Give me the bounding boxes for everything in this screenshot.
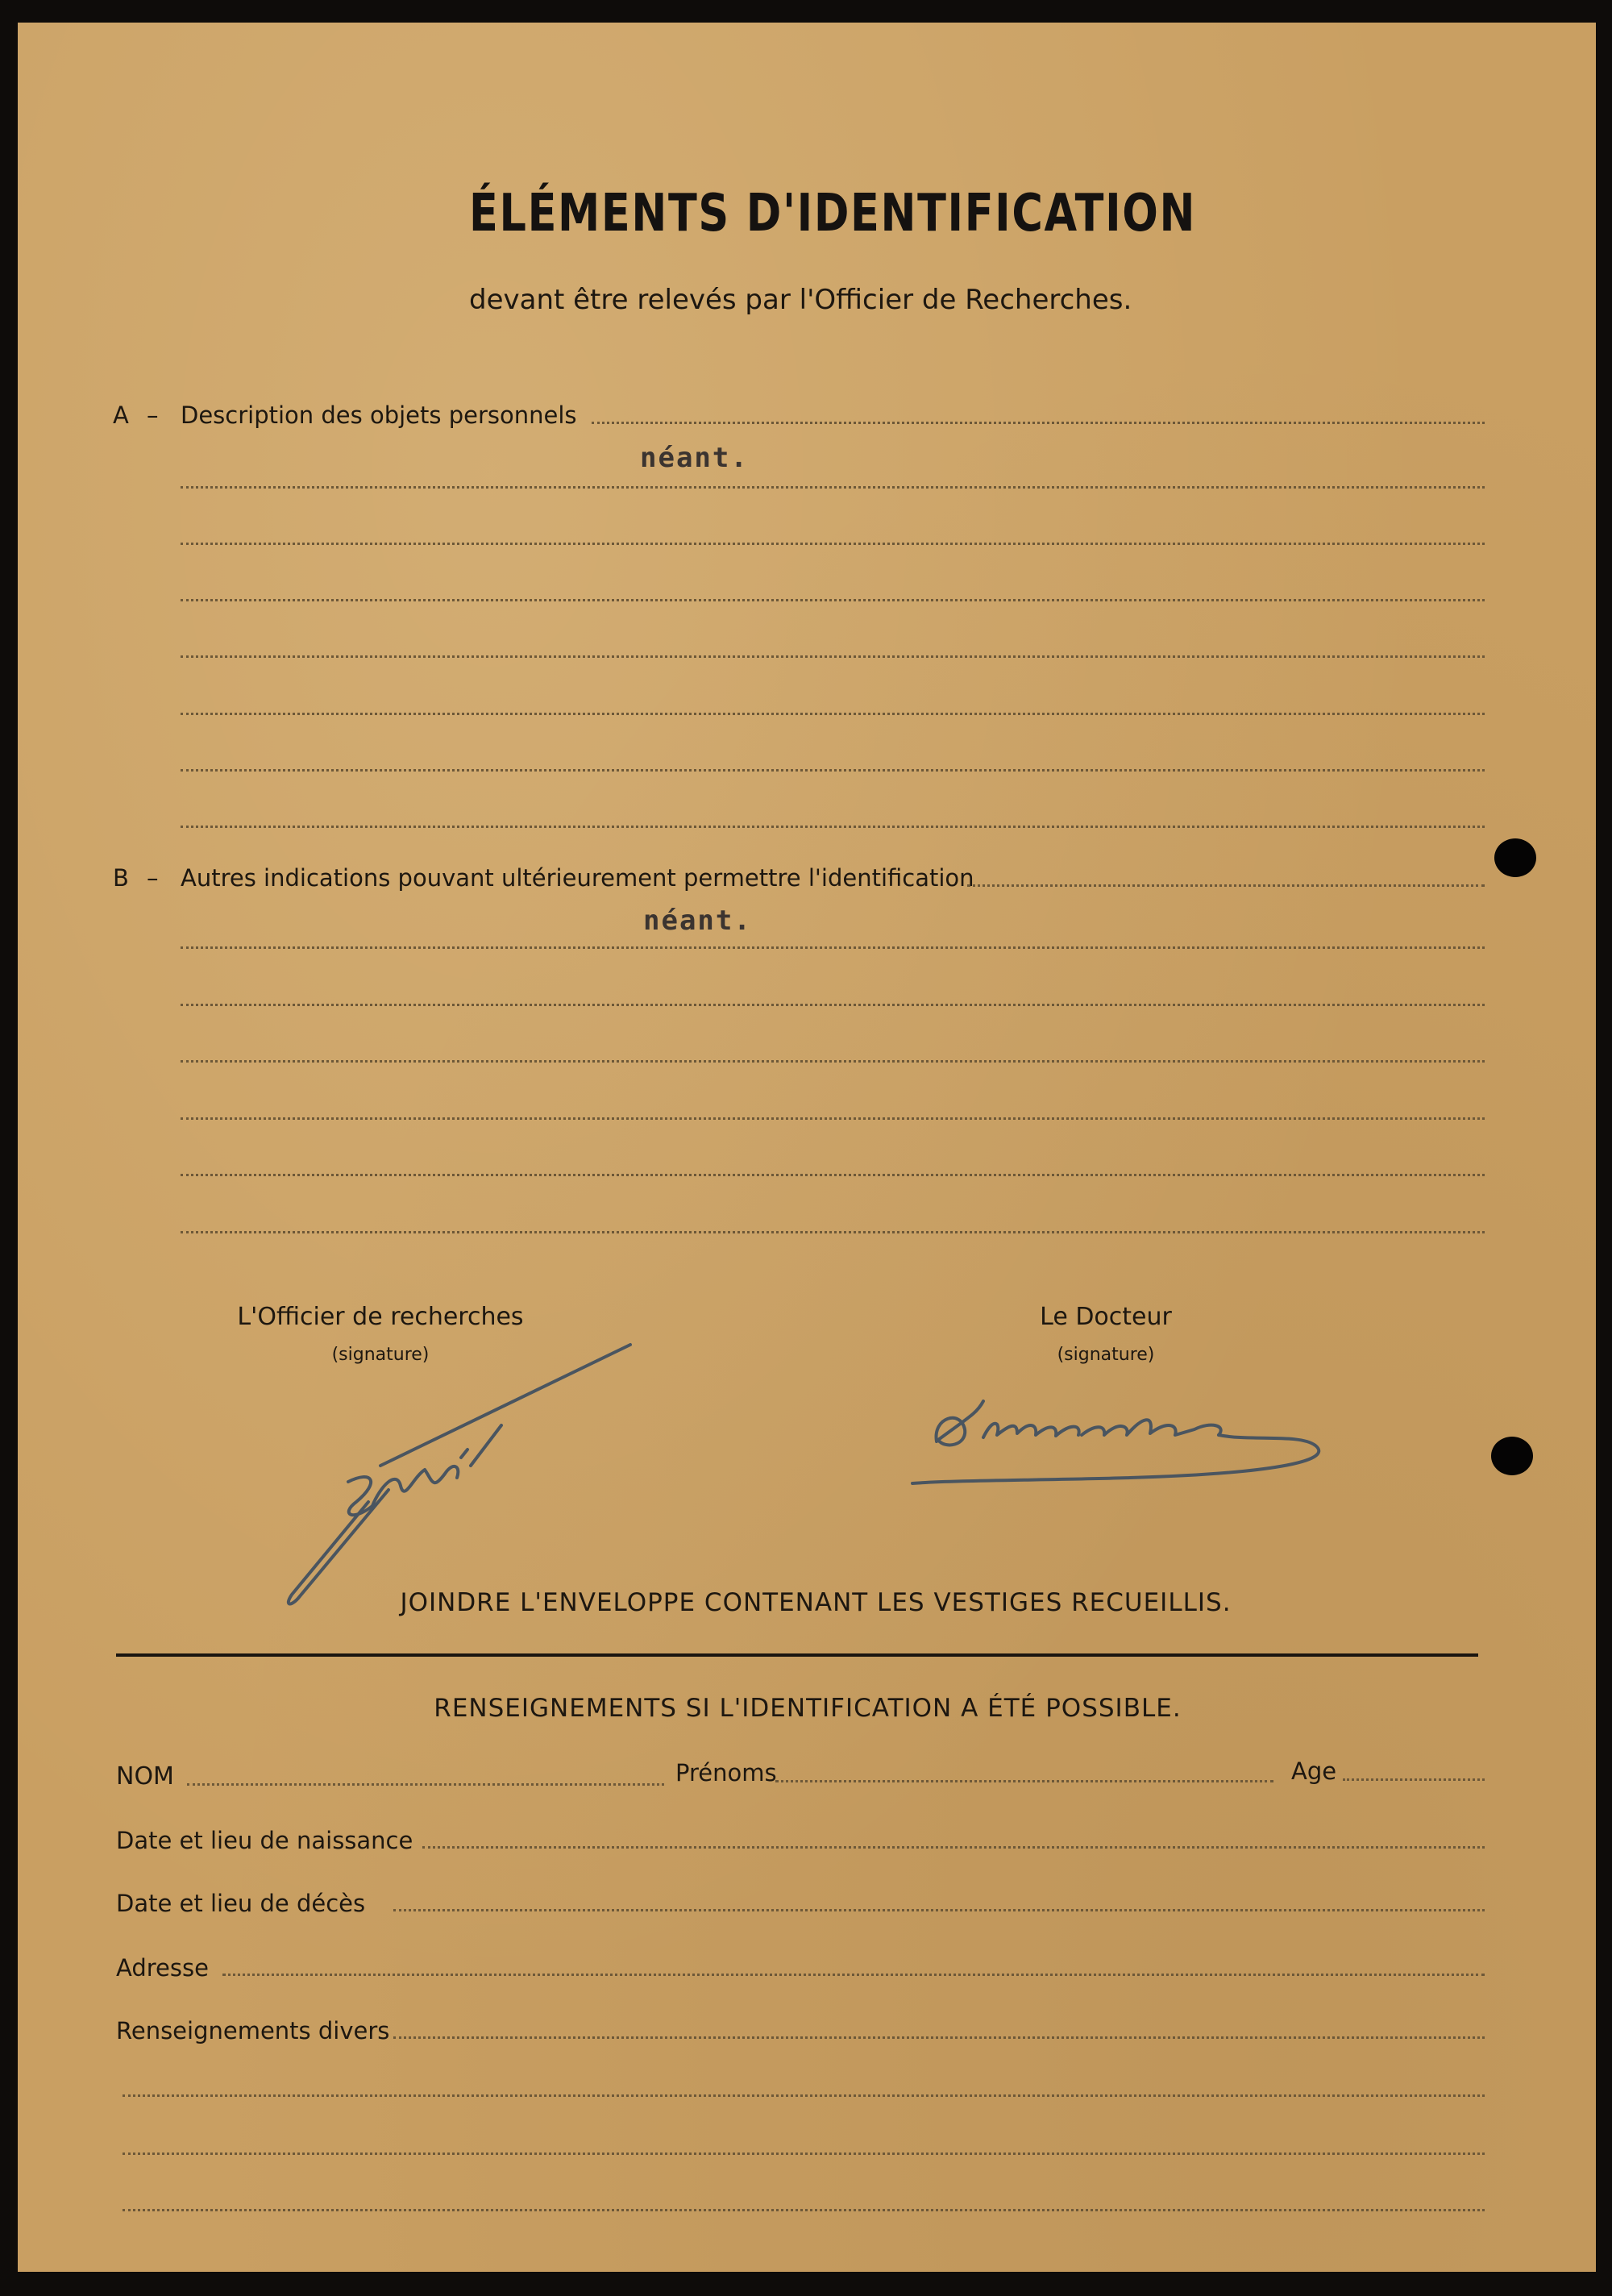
section-a-value: néant.: [640, 442, 749, 474]
section-b-line: [181, 946, 1485, 949]
prenoms-field: [775, 1780, 1273, 1782]
punch-hole: [1491, 1437, 1533, 1475]
section-b-dash: –: [147, 864, 159, 892]
section-a-line: [181, 599, 1485, 601]
section-a-label: Description des objets personnels: [181, 401, 577, 429]
doctor-signature: [888, 1385, 1404, 1498]
punch-hole: [1494, 838, 1536, 877]
misc-line: [123, 2094, 1485, 2097]
section-divider: [116, 1653, 1478, 1657]
nom-label: NOM: [116, 1762, 174, 1791]
doctor-signature-note: (signature): [1057, 1345, 1155, 1365]
birth-label: Date et lieu de naissance: [116, 1827, 413, 1854]
section-a-line: [181, 826, 1485, 828]
address-label: Adresse: [116, 1954, 209, 1982]
section-b-value: néant.: [643, 905, 752, 937]
section-a-line: [181, 655, 1485, 658]
document-subtitle: devant être relevés par l'Officier de Recherches.: [469, 284, 1132, 316]
age-field: [1343, 1778, 1485, 1781]
section-a-dash: –: [147, 401, 159, 429]
section-a-line: [181, 543, 1485, 545]
address-field: [222, 1974, 1485, 1976]
document-title: ÉLÉMENTS D'IDENTIFICATION: [469, 184, 1197, 243]
doctor-title: Le Docteur: [1040, 1303, 1172, 1331]
officer-signature-note: (signature): [331, 1345, 430, 1365]
nom-field: [187, 1783, 664, 1786]
death-field: [393, 1909, 1485, 1911]
misc-label: Renseignements divers: [116, 2017, 390, 2044]
officer-title: L'Officier de recherches: [237, 1303, 524, 1331]
section-a-line: [181, 486, 1485, 489]
section-a-letter: A: [113, 401, 129, 429]
section-b-field-line: [967, 884, 1485, 887]
envelope-instruction: JOINDRE L'ENVELOPPE CONTENANT LES VESTIGES RECUEILLIS.: [400, 1588, 1232, 1617]
section-b-letter: B: [113, 864, 129, 892]
section-b-line: [181, 1117, 1485, 1120]
prenoms-label: Prénoms: [675, 1759, 777, 1786]
misc-line: [123, 2209, 1485, 2211]
document-page: [18, 23, 1596, 2272]
death-label: Date et lieu de décès: [116, 1890, 366, 1917]
section-a-line: [181, 769, 1485, 772]
misc-field: [393, 2036, 1485, 2039]
section-a-line: [181, 713, 1485, 715]
officer-signature: [260, 1329, 646, 1619]
section-b-line: [181, 1231, 1485, 1233]
age-label: Age: [1291, 1757, 1337, 1785]
misc-line: [123, 2152, 1485, 2155]
section-b-label: Autres indications pouvant ultérieurement permettre l'identification: [181, 864, 974, 892]
identification-heading: RENSEIGNEMENTS SI L'IDENTIFICATION A ÉTÉ POSSIBLE.: [434, 1694, 1182, 1723]
section-b-line: [181, 1060, 1485, 1063]
section-a-field-line: [592, 422, 1485, 424]
birth-field: [422, 1846, 1485, 1849]
section-b-line: [181, 1174, 1485, 1176]
section-b-line: [181, 1004, 1485, 1006]
